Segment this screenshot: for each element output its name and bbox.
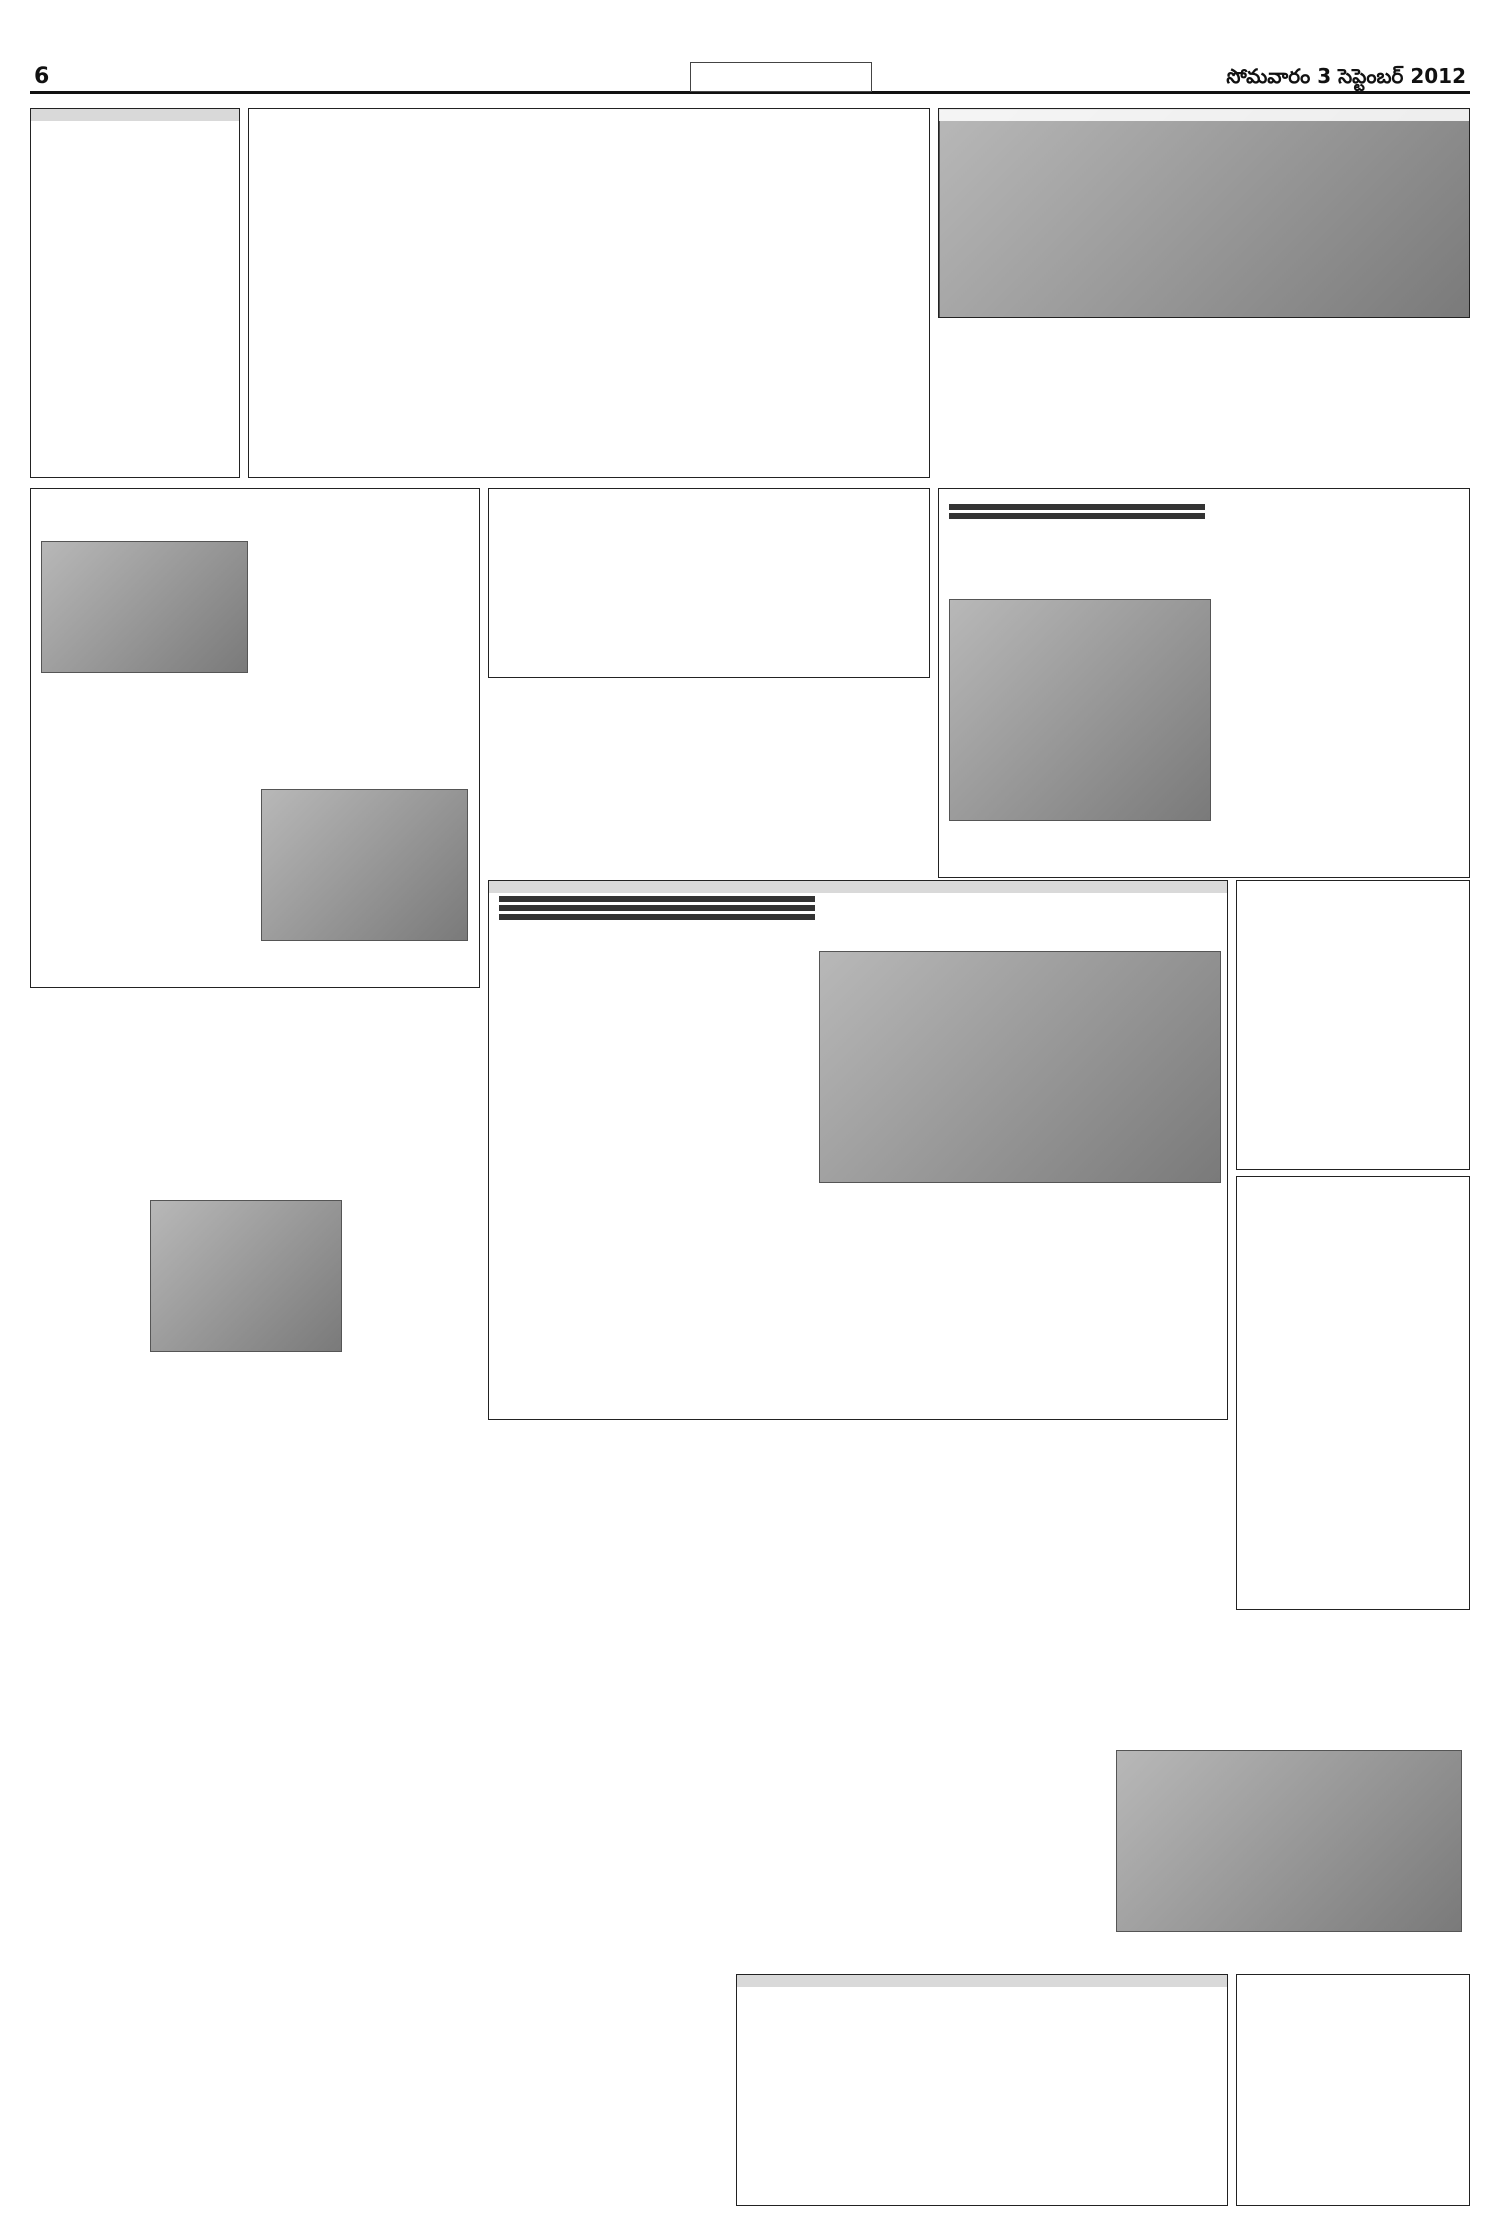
story-scooters [736,1430,1228,1550]
photo-caption [949,821,1209,825]
story-headline [488,1582,728,1594]
story-body [30,1706,480,1714]
story-headline [30,1844,480,1856]
story-abvp [736,1974,1228,2206]
story-ysr-anniversary [488,1430,728,1580]
story-subheadline [249,121,929,133]
story-bullet [949,513,1205,519]
story-headline [489,489,929,501]
story-headline [30,1692,480,1704]
story-ysr-tribute [248,108,930,478]
story-award [736,1552,1228,1662]
story-ysr-power [488,880,1228,1420]
story-headline [31,109,239,121]
story-bullet [949,504,1205,510]
story-bullet [499,896,815,902]
photo-caption [819,1183,1219,1187]
story-bullet [499,905,815,911]
story-kammarpally [30,1844,480,2014]
story-body [736,1444,1228,1452]
masthead [30,62,1470,94]
story-electricity [938,318,1470,478]
story-headline [31,489,479,501]
story-headline [30,1500,480,1512]
story-headline [489,881,1227,893]
story-headline [737,1975,1227,1987]
photo-congress-leaders [1116,1750,1462,1932]
story-headline [736,1664,1470,1676]
edition-label: 6 [34,64,50,89]
story-body [1237,1989,1469,1997]
photo-caption [41,673,246,677]
saakshara-headline [737,1997,1227,2009]
story-body [488,694,930,702]
dam-photo [939,109,1470,318]
story-headline [249,109,929,121]
story-body [737,1989,1227,1997]
story-headline [736,1430,1228,1442]
story-headline [488,1824,728,1836]
photo-petition [150,1200,342,1352]
story-headline [488,680,930,692]
story-headline [736,1552,1228,1564]
story-telangana [30,1500,480,1690]
story-headline [939,489,1469,501]
story-bjp [1236,1974,1470,2206]
story-headline [1237,881,1469,893]
story-body [489,503,929,511]
story-body [31,123,239,131]
story-byline [736,1676,1470,1678]
story-body [30,1514,480,1522]
story-body [249,135,929,393]
photo-caption [261,941,466,945]
issue-date: సోమవారం 3 సెప్టెంబర్ 2012 [1226,64,1466,88]
story-bhakti [488,488,930,678]
story-headline [488,1430,728,1442]
story-body [488,1838,728,1846]
photo-felicitation-1 [41,541,248,673]
nizamabad-banner [938,108,1470,318]
story-body [30,1858,480,1866]
story-body [488,1444,728,1452]
story-headline [1237,1975,1469,1987]
story-headline [1237,1177,1469,1189]
story-teachers [488,1582,728,1822]
photo-protest [949,599,1211,821]
newspaper-logo [690,62,872,92]
story-bullet [499,914,815,920]
story-body [736,1566,1228,1574]
story-blood-donation [1236,880,1470,1170]
story-dateline [30,1152,480,1154]
story-body [488,1596,728,1604]
story-trs [488,680,930,900]
story-body [1237,895,1469,903]
section-headline [939,109,1470,121]
photo-felicitation-2 [261,789,468,941]
photo-caption [1116,1932,1460,1936]
story-headline [938,318,1470,330]
story-body [938,332,1470,340]
story-headline [30,1140,480,1152]
story-geetha [938,488,1470,878]
story-body [1237,1191,1469,1199]
story-irregular [30,1140,480,1480]
story-congress-ysr [736,1664,1470,1964]
story-tjac [1236,1176,1470,1610]
story-hindu-vahini [30,1692,480,1842]
story-death [488,1824,728,2014]
story-info-commissioner [30,488,480,988]
photo-ysr-statue [819,951,1221,1183]
story-posters [30,108,240,478]
